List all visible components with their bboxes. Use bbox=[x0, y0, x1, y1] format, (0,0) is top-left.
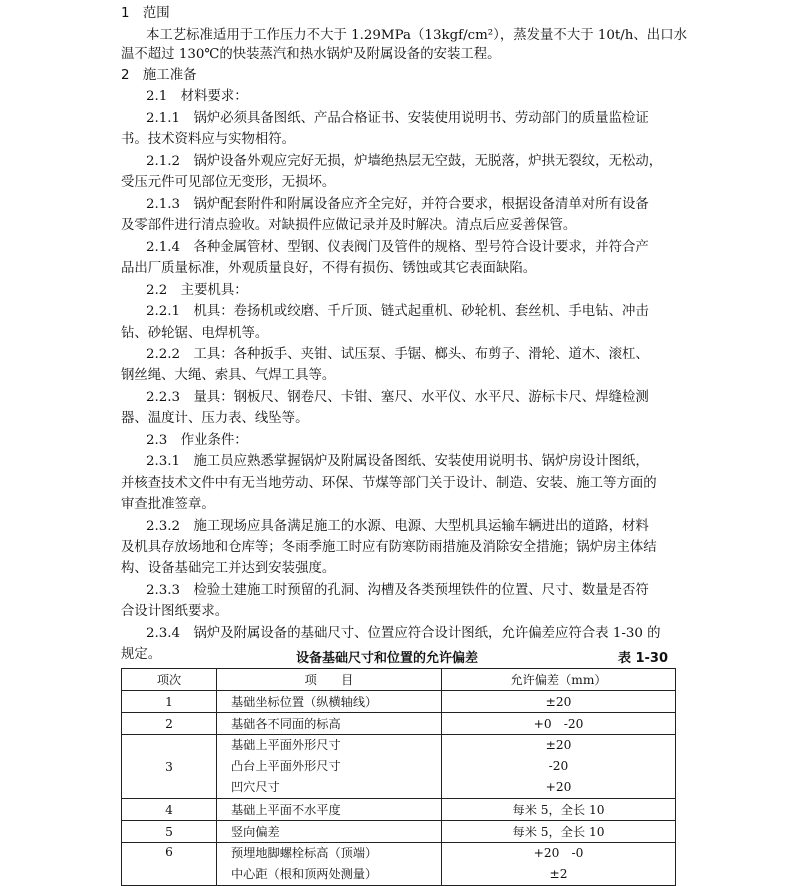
paragraph-2-3-3: 2.3.3 检验土建施工时预留的孔洞、沟槽及各类预埋铁件的位置、尺寸、数量是否符 bbox=[146, 583, 649, 598]
table-row bbox=[122, 843, 676, 886]
row-item: 凸台上平面外形尺寸 bbox=[231, 759, 341, 773]
table-row bbox=[122, 713, 676, 735]
row-number: 3 bbox=[122, 735, 217, 799]
row-tolerance: 每米 5，全长 10 bbox=[442, 821, 676, 843]
paragraph-2-1-3: 2.1.3 锅炉配套附件和附属设备应齐全完好，并符合要求，根据设备清单对所有设备 bbox=[146, 197, 649, 212]
paragraph-2-1-4-cont: 品出厂质量标准，外观质量良好，不得有损伤、锈蚀或其它表面缺陷。 bbox=[121, 261, 537, 276]
section-2-heading: 2 施工准备 bbox=[121, 68, 197, 83]
table-number: 表 1-30 bbox=[617, 651, 668, 666]
row-items bbox=[217, 843, 442, 886]
paragraph-2-3-1-cont: 审查批准签章。 bbox=[121, 497, 215, 512]
row-tolerance: ±20 bbox=[442, 691, 676, 713]
paragraph-2-1-2: 2.1.2 锅炉设备外观应完好无损，炉墙绝热层无空鼓，无脱落，炉拱无裂纹，无松动， bbox=[146, 154, 663, 169]
paragraph-2-2-2-cont: 钢丝绳、大绳、索具、气焊工具等。 bbox=[121, 368, 336, 383]
section-1-line: 温不超过 130℃的快装蒸汽和热水锅炉及附属设备的安装工程。 bbox=[121, 47, 501, 62]
row-item: 基础上平面外形尺寸 bbox=[231, 738, 341, 752]
paragraph-2-2-2: 2.2.2 工具：各种扳手、夹钳、试压泵、手锯、榔头、布剪子、滑轮、道木、滚杠、 bbox=[146, 347, 649, 362]
row-tolerances bbox=[442, 735, 676, 799]
paragraph-2-3-4-cont: 规定。 bbox=[121, 647, 162, 662]
paragraph-2-1-1: 2.1.1 锅炉必须具备图纸、产品合格证书、安装使用说明书、劳动部门的质量监检证 bbox=[146, 111, 649, 126]
paragraph-2-1-2-cont: 受压元件可见部位无变形，无损坏。 bbox=[121, 175, 336, 190]
paragraph-2-3-2-cont: 及机具存放场地和仓库等；冬雨季施工时应有防寒防雨措施及消除安全措施；锅炉房主体结 bbox=[121, 540, 657, 555]
section-2-1-heading: 2.1 材料要求： bbox=[146, 89, 248, 104]
row-number: 4 bbox=[122, 799, 217, 821]
paragraph-2-3-1-cont: 并核查技术文件中有无当地劳动、环保、节煤等部门关于设计、制造、安装、施工等方面的 bbox=[121, 476, 657, 491]
row-item: 预埋地脚螺栓标高（顶端） bbox=[231, 846, 378, 860]
table-row bbox=[122, 691, 676, 713]
row-item: 基础各不同面的标高 bbox=[217, 713, 442, 735]
row-item: 基础上平面不水平度 bbox=[217, 799, 442, 821]
row-item: 中心距（根和顶两处测量） bbox=[231, 867, 378, 881]
row-tolerance: ±20 bbox=[545, 738, 572, 752]
row-tolerance: +20 -0 bbox=[533, 846, 584, 860]
row-tolerance: ±2 bbox=[549, 867, 568, 881]
row-number: 6 bbox=[122, 843, 217, 886]
table-row bbox=[122, 735, 676, 799]
section-1-line: 本工艺标准适用于工作压力不大于 1.29MPa（13kgf/cm²），蒸发量不大于 10t/h、出口水 bbox=[146, 28, 687, 43]
row-tolerance: +20 bbox=[545, 780, 572, 794]
paragraph-2-1-3-cont: 及零部件进行清点验收。对缺损件应做记录并及时解决。清点后应妥善保管。 bbox=[121, 218, 577, 233]
table-title: 设备基础尺寸和位置的允许偏差 bbox=[296, 651, 479, 666]
paragraph-2-2-3-cont: 器、温度计、压力表、线坠等。 bbox=[121, 411, 309, 426]
table-row bbox=[122, 821, 676, 843]
paragraph-2-2-1-cont: 钻、砂轮锯、电焊机等。 bbox=[121, 326, 269, 341]
paragraph-2-3-2: 2.3.2 施工现场应具备满足施工的水源、电源、大型机具运输车辆进出的道路，材料 bbox=[146, 519, 649, 534]
row-item: 基础坐标位置（纵横轴线） bbox=[217, 691, 442, 713]
header-item-no: 项次 bbox=[122, 669, 217, 691]
paragraph-2-1-1-cont: 书。技术资料应与实物相符。 bbox=[121, 132, 296, 147]
section-2-2-heading: 2.2 主要机具： bbox=[146, 283, 248, 298]
tolerance-table bbox=[121, 668, 676, 886]
row-tolerance: +0 -20 bbox=[442, 713, 676, 735]
paragraph-2-2-3: 2.2.3 量具：钢板尺、钢卷尺、卡钳、塞尺、水平仪、水平尺、游标卡尺、焊缝检测 bbox=[146, 390, 649, 405]
header-item: 项 目 bbox=[217, 669, 442, 691]
row-number: 2 bbox=[122, 713, 217, 735]
paragraph-2-1-4: 2.1.4 各种金属管材、型钢、仪表阀门及管件的规格、型号符合设计要求，并符合产 bbox=[146, 240, 649, 255]
paragraph-2-3-2-cont: 构、设备基础完工并达到安装强度。 bbox=[121, 561, 336, 576]
row-tolerance: 每米 5，全长 10 bbox=[442, 799, 676, 821]
table-header-row bbox=[122, 669, 676, 691]
row-items bbox=[217, 735, 442, 799]
paragraph-2-2-1: 2.2.1 机具：卷扬机或绞磨、千斤顶、链式起重机、砂轮机、套丝机、手电钻、冲击 bbox=[146, 304, 649, 319]
paragraph-2-3-3-cont: 合设计图纸要求。 bbox=[121, 604, 229, 619]
table-row bbox=[122, 799, 676, 821]
row-item: 凹穴尺寸 bbox=[231, 780, 280, 794]
section-2-3-heading: 2.3 作业条件： bbox=[146, 433, 248, 448]
row-number: 1 bbox=[122, 691, 217, 713]
row-item: 竖向偏差 bbox=[217, 821, 442, 843]
row-tolerances bbox=[442, 843, 676, 886]
row-number: 5 bbox=[122, 821, 217, 843]
row-tolerance: -20 bbox=[548, 759, 569, 773]
paragraph-2-3-1: 2.3.1 施工员应熟悉掌握锅炉及附属设备图纸、安装使用说明书、锅炉房设计图纸， bbox=[146, 454, 649, 469]
section-1-heading: 1 范围 bbox=[121, 6, 170, 21]
header-tolerance: 允许偏差（mm） bbox=[442, 669, 676, 691]
table-caption bbox=[121, 647, 676, 667]
paragraph-2-3-4: 2.3.4 锅炉及附属设备的基础尺寸、位置应符合设计图纸，允许偏差应符合表 1-30 的 bbox=[146, 626, 661, 641]
